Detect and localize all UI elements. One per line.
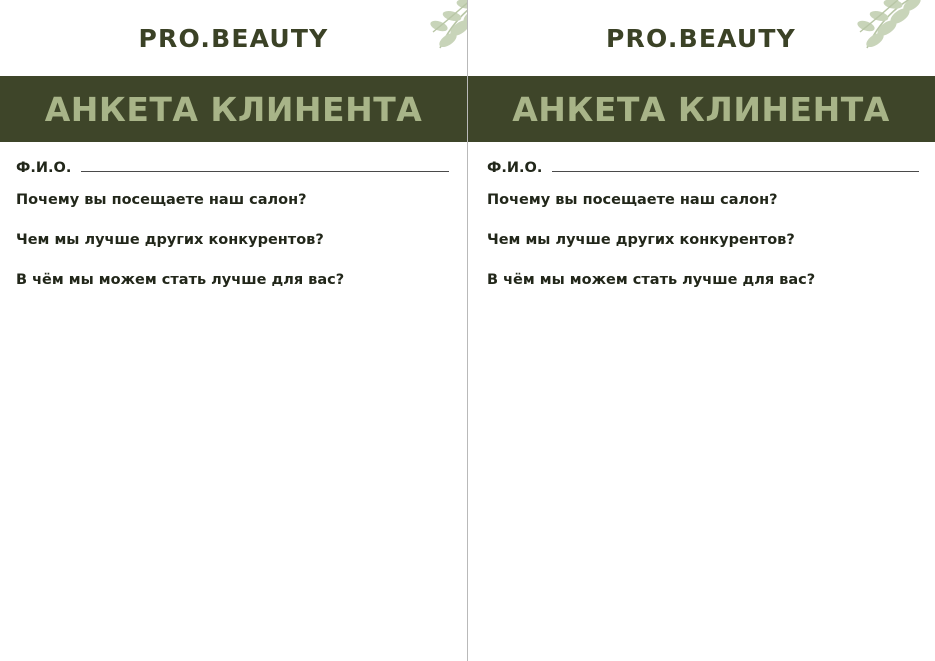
fio-write-line[interactable] — [81, 171, 449, 172]
fio-row-right — [487, 160, 919, 176]
questionnaire-card-right — [467, 0, 935, 661]
leaf-branch-icon — [378, 0, 467, 72]
card-header-right — [467, 0, 935, 76]
question-label: В чём мы можем стать лучше для вас? — [487, 272, 816, 288]
card-body-right — [467, 142, 935, 288]
spacer — [16, 222, 449, 232]
fio-label-left: Ф.И.О. — [16, 160, 72, 176]
leaf-branch-icon — [805, 0, 925, 72]
question-label: Чем мы лучше других конкурентов? — [487, 232, 795, 248]
spacer — [487, 262, 919, 272]
questionnaire-card-left — [0, 0, 467, 661]
question-block-3-right — [487, 272, 919, 288]
question-block-1-left — [16, 192, 449, 208]
spacer — [16, 262, 449, 272]
question-label: В чём мы можем стать лучше для вас? — [16, 272, 345, 288]
fio-row-left — [16, 160, 449, 176]
question-block-2-right — [487, 232, 919, 248]
card-body-left — [0, 142, 467, 288]
title-band-right — [467, 76, 935, 142]
fio-write-line[interactable] — [552, 171, 919, 172]
card-header-left — [0, 0, 467, 76]
brand-logo-left: PRO.BEAUTY — [138, 23, 329, 53]
title-band-left — [0, 76, 467, 142]
question-block-3-left — [16, 272, 449, 288]
question-label: Почему вы посещаете наш салон? — [16, 192, 307, 208]
form-title-right: АНКЕТА КЛИНЕНТА — [512, 89, 890, 129]
form-title-left: АНКЕТА КЛИНЕНТА — [44, 89, 423, 129]
card-divider — [467, 0, 468, 661]
question-label: Почему вы посещаете наш салон? — [487, 192, 778, 208]
question-label: Чем мы лучше других конкурентов? — [16, 232, 324, 248]
brand-logo-right: PRO.BEAUTY — [606, 23, 796, 53]
question-block-2-left — [16, 232, 449, 248]
spacer — [487, 222, 919, 232]
question-block-1-right — [487, 192, 919, 208]
fio-label-right: Ф.И.О. — [487, 160, 543, 176]
